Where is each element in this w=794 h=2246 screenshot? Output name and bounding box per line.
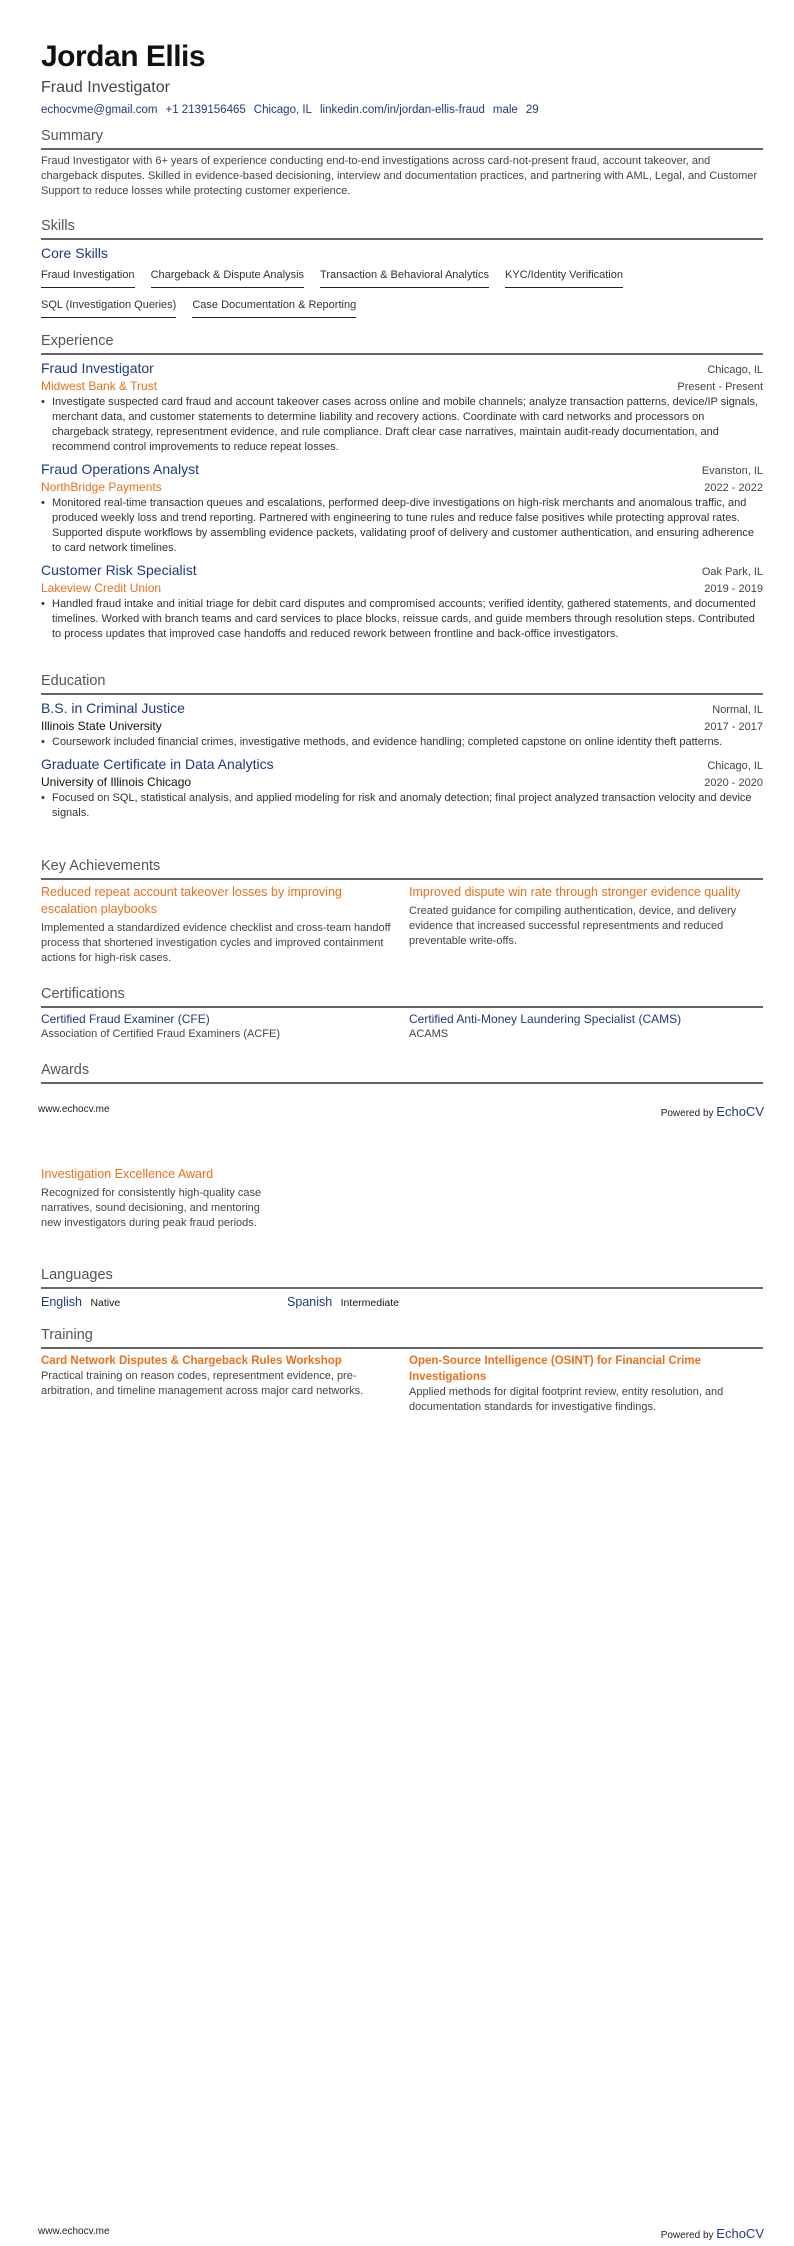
certification-item <box>409 1012 763 1042</box>
job-bullet: • Monitored real-time transaction queues and escalations, performed deep-dive investigations on high-risk merchants and anomalous traffic, and produced weekly loss and trend reporting. Partnered with engineering to tune rules and reduce false positives while protecting approval rates. Supported dispute workflows by assembling evidence packets, validating proof of delivery and customer authentication, and ensuring adherence to card network timelines. <box>41 496 763 556</box>
powered-by-label: Powered by <box>660 2230 714 2241</box>
job-location: Oak Park, IL <box>701 566 763 578</box>
section-heading: Languages <box>41 1267 113 1283</box>
degree: B.S. in Criminal Justice <box>41 700 185 716</box>
contact-info <box>41 102 763 118</box>
language-name: English <box>41 1295 82 1309</box>
certification-item <box>41 1012 395 1042</box>
language-item <box>287 1293 533 1311</box>
certification-issuer: ACAMS <box>409 1028 449 1040</box>
job-location: Evanston, IL <box>701 465 763 477</box>
footer-site-link[interactable]: www.echocv.me <box>38 2226 110 2237</box>
company-name: Midwest Bank & Trust <box>41 379 158 393</box>
section-divider <box>41 1287 763 1289</box>
skill-tag: Chargeback & Dispute Analysis <box>151 268 304 288</box>
language-level: Native <box>90 1297 121 1309</box>
training-text: Practical training on reason codes, representment evidence, pre-arbitration, and timeline management across major card networks. <box>41 1370 364 1397</box>
section-heading: Skills <box>41 218 75 234</box>
section-heading: Key Achievements <box>41 858 161 874</box>
job-title: Customer Risk Specialist <box>41 562 197 578</box>
award-item <box>41 1166 281 1231</box>
skill-tag: KYC/Identity Verification <box>505 268 623 288</box>
candidate-title: Fraud Investigator <box>41 79 170 96</box>
company-name: NorthBridge Payments <box>41 480 162 494</box>
school-location: Chicago, IL <box>707 760 763 772</box>
company-name: Lakeview Credit Union <box>41 581 162 595</box>
school-name: Illinois State University <box>41 719 162 733</box>
languages-section <box>41 1266 763 1311</box>
training-item <box>41 1353 395 1415</box>
job-title: Fraud Operations Analyst <box>41 461 199 477</box>
awards-section <box>41 1061 763 1088</box>
page-footer <box>38 2226 764 2241</box>
section-heading: Certifications <box>41 986 125 1002</box>
language-level: Intermediate <box>340 1297 400 1309</box>
section-divider <box>41 1082 763 1084</box>
experience-entry <box>41 359 763 455</box>
footer-site-link[interactable]: www.echocv.me <box>38 1104 110 1115</box>
experience-entry <box>41 561 763 642</box>
job-dates: Present - Present <box>677 381 763 393</box>
language-item <box>41 1293 287 1311</box>
summary-text: Fraud Investigator with 6+ years of experience conducting end-to-end investigations across card-not-present fraud, account takeover, and chargeback disputes. Skilled in evidence-based decisioning, interview and documentation practices, and partnering with AML, Legal, and Customer Support to reduce losses while protecting customer experience. <box>41 155 758 197</box>
section-heading: Summary <box>41 128 104 144</box>
job-title: Fraud Investigator <box>41 360 154 376</box>
degree: Graduate Certificate in Data Analytics <box>41 756 274 772</box>
skill-tag: Transaction & Behavioral Analytics <box>320 268 489 288</box>
footer-powered-by <box>661 1104 764 1119</box>
job-bullet: • Handled fraud intake and initial triage for debit card disputes and compromised accounts; verified identity, gathered statements, and documented timelines. Worked with branch teams and card services to place blocks, reissue cards, and guide members through resolution steps. Contributed to process updates that improved case handoffs and reduced rework between frontline and back-office investigators. <box>41 597 763 642</box>
section-divider <box>41 238 763 240</box>
experience-section <box>41 332 763 642</box>
training-title: Card Network Disputes & Chargeback Rules Workshop <box>41 1355 342 1367</box>
achievement-title: Improved dispute win rate through stronger evidence quality <box>409 885 741 899</box>
language-name: Spanish <box>287 1295 333 1309</box>
certifications-section <box>41 985 763 1042</box>
brand-logo: EchoCV <box>716 2226 764 2241</box>
achievement-item <box>41 884 395 966</box>
achievement-title: Reduced repeat account takeover losses by improving escalation playbooks <box>41 885 342 916</box>
footer-powered-by <box>661 2226 764 2241</box>
education-entry <box>41 755 763 821</box>
training-section <box>41 1326 763 1415</box>
education-bullet: • Focused on SQL, statistical analysis, and applied modeling for risk and anomaly detection; final project analyzed transaction velocity and device signals. <box>41 791 763 821</box>
skills-section <box>41 217 763 325</box>
job-location: Chicago, IL <box>707 364 763 376</box>
section-heading: Training <box>41 1327 93 1343</box>
job-bullet: • Investigate suspected card fraud and account takeover cases across online and mobile channels; analyze transaction patterns, device/IP signals, merchant data, and customer statements to determine liability and recovery actions. Coordinate with card networks and processors on chargeback strategy, representment evidence, and rule compliance. Draft clear case narratives, maintain audit-ready documentation, and recommend control improvements to reduce repeat losses. <box>41 395 763 455</box>
resume-header <box>41 40 763 118</box>
section-divider <box>41 693 763 695</box>
section-divider <box>41 1347 763 1349</box>
skill-group-title: Core Skills <box>41 245 108 261</box>
section-divider <box>41 878 763 880</box>
award-title: Investigation Excellence Award <box>41 1167 214 1181</box>
education-dates: 2020 - 2020 <box>704 777 763 789</box>
contact-age: 29 <box>525 104 539 116</box>
school-location: Normal, IL <box>712 704 763 716</box>
section-heading: Experience <box>41 333 114 349</box>
certification-name: Certified Fraud Examiner (CFE) <box>41 1012 210 1026</box>
section-divider <box>41 353 763 355</box>
contact-linkedin[interactable]: linkedin.com/in/jordan-ellis-fraud <box>319 104 485 116</box>
certification-issuer: Association of Certified Fraud Examiners (ACFE) <box>41 1028 281 1040</box>
experience-entry <box>41 460 763 556</box>
contact-gender: male <box>492 104 518 116</box>
contact-location: Chicago, IL <box>253 104 312 116</box>
powered-by-label: Powered by <box>660 1108 714 1119</box>
school-name: University of Illinois Chicago <box>41 775 192 789</box>
skill-tag: SQL (Investigation Queries) <box>41 298 176 318</box>
summary-section <box>41 127 763 199</box>
award-text: Recognized for consistently high-quality case narratives, sound decisioning, and mentoring new investigators during peak fraud periods. <box>41 1187 262 1229</box>
achievements-section <box>41 857 763 966</box>
contact-phone[interactable]: +1 2139156465 <box>165 104 246 116</box>
contact-email[interactable]: echocvme@gmail.com <box>41 104 158 116</box>
job-dates: 2022 - 2022 <box>704 482 763 494</box>
training-text: Applied methods for digital footprint review, entity resolution, and documentation standards for investigative findings. <box>409 1386 724 1413</box>
training-title: Open-Source Intelligence (OSINT) for Financial Crime Investigations <box>409 1355 702 1383</box>
training-item <box>409 1353 763 1415</box>
brand-logo: EchoCV <box>716 1104 764 1119</box>
page-footer <box>38 1104 764 1119</box>
achievement-text: Created guidance for compiling authentication, device, and delivery evidence that increased successful representments and reduced preventable write-offs. <box>409 905 737 947</box>
education-entry <box>41 699 763 750</box>
education-section <box>41 672 763 821</box>
certification-name: Certified Anti-Money Laundering Specialist (CAMS) <box>409 1012 682 1026</box>
skill-tag: Case Documentation & Reporting <box>192 298 356 318</box>
section-divider <box>41 1006 763 1008</box>
section-heading: Awards <box>41 1062 90 1078</box>
candidate-name: Jordan Ellis <box>41 40 206 73</box>
education-bullet: • Coursework included financial crimes, investigative methods, and evidence handling; completed capstone on online identity theft patterns. <box>41 735 763 750</box>
achievement-item <box>409 884 763 966</box>
section-divider <box>41 148 763 150</box>
education-dates: 2017 - 2017 <box>704 721 763 733</box>
section-heading: Education <box>41 673 106 689</box>
achievement-text: Implemented a standardized evidence checklist and cross-team handoff process that shortened investigation cycles and improved containment actions for high-risk cases. <box>41 922 391 964</box>
job-dates: 2019 - 2019 <box>704 583 763 595</box>
skill-tag: Fraud Investigation <box>41 268 135 288</box>
